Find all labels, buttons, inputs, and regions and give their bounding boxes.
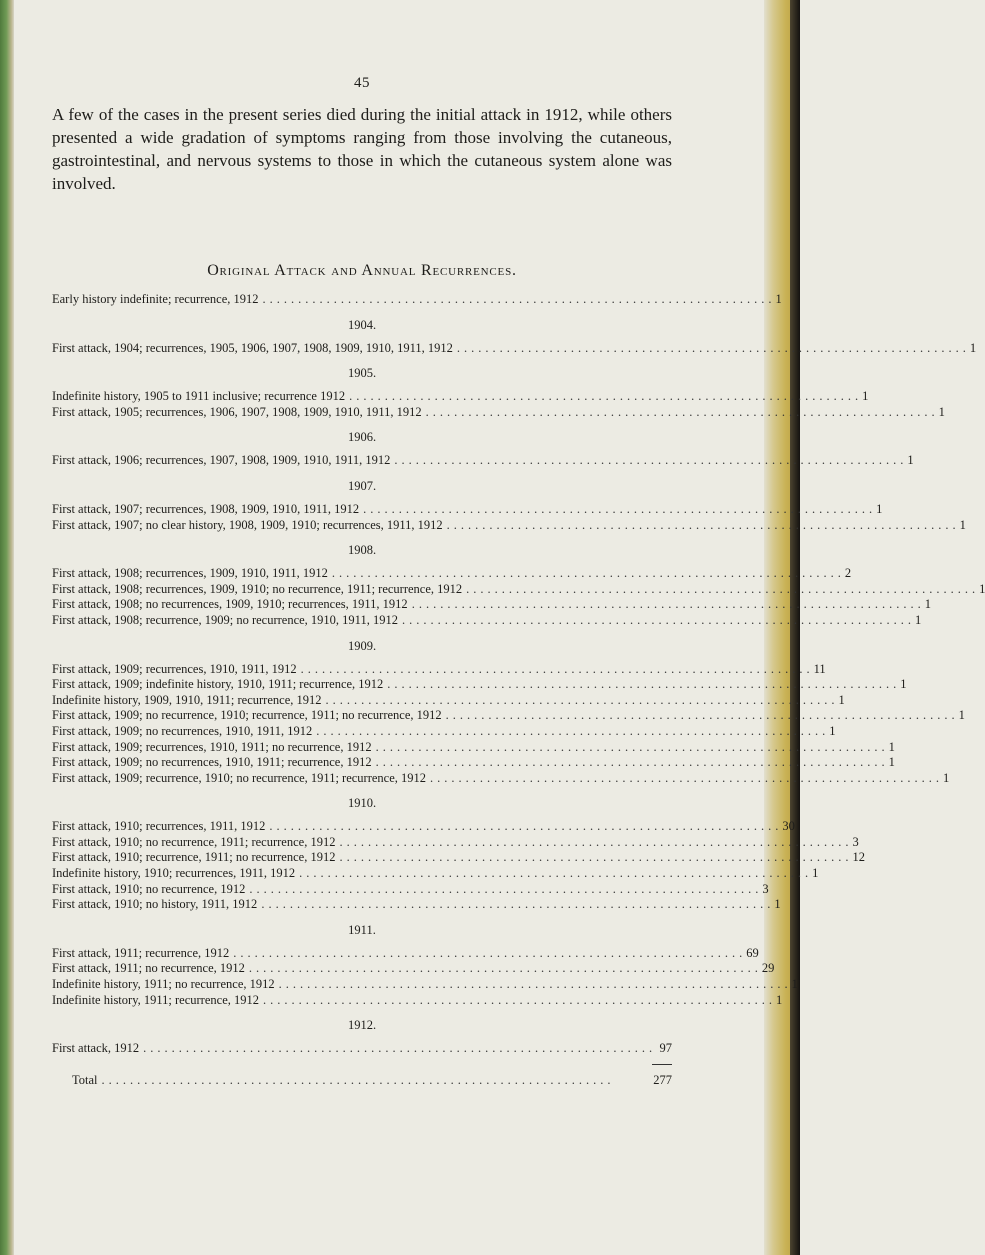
list-item bbox=[52, 866, 819, 882]
item-description: First attack, 1910; recurrences, 1911, 1912 bbox=[52, 819, 266, 834]
year-heading: 1908. bbox=[347, 543, 377, 558]
dot-leader: ........................................................................ bbox=[387, 677, 901, 692]
list-item bbox=[52, 739, 895, 756]
dot-leader: ........................................................................ bbox=[375, 755, 889, 770]
item-count: 1 bbox=[958, 708, 965, 723]
list-item bbox=[52, 881, 769, 898]
dot-leader: ........................................................................ bbox=[411, 597, 925, 612]
year-heading: 1909. bbox=[347, 638, 377, 653]
item-count: 97 bbox=[659, 1041, 672, 1056]
list-item bbox=[52, 992, 783, 1009]
item-description: Early history indefinite; recurrence, 1912 bbox=[52, 292, 259, 306]
item-description: First attack, 1908; no recurrences, 1909, 1910; recurrences, 1911, 1912 bbox=[52, 597, 408, 612]
item-description: First attack, 1910; no recurrence, 1911; recurrence, 1912 bbox=[52, 834, 336, 849]
list-item bbox=[52, 692, 845, 709]
total-row bbox=[52, 1073, 672, 1089]
item-count: 2 bbox=[844, 566, 852, 581]
item-description: First attack, 1908; recurrences, 1909, 1910, 1911, 1912 bbox=[52, 566, 328, 581]
year-heading: 1912. bbox=[347, 1018, 377, 1033]
item-description: Indefinite history, 1910; recurrences, 1911, 1912 bbox=[52, 866, 296, 881]
list-item bbox=[52, 723, 836, 740]
item-count: 1 bbox=[812, 866, 819, 881]
item-count: 3 bbox=[852, 834, 859, 849]
item-count: 1 bbox=[829, 723, 836, 738]
item-description: First attack, 1910; no history, 1911, 1912 bbox=[52, 897, 258, 912]
item-description: First attack, 1909; no recurrences, 1910, 1911; recurrence, 1912 bbox=[52, 755, 372, 770]
item-description: Indefinite history, 1909, 1910, 1911; recurrence, 1912 bbox=[52, 692, 322, 707]
dot-leader: ........................................................................ bbox=[445, 708, 959, 723]
recurrence-list bbox=[52, 292, 985, 1088]
dot-leader: ........................................................................ bbox=[269, 819, 783, 834]
list-item bbox=[52, 517, 966, 534]
item-description: First attack, 1904; recurrences, 1905, 1906, 1907, 1908, 1909, 1910, 1911, 1912 bbox=[52, 340, 453, 355]
dot-leader: ........................................................................ bbox=[316, 723, 830, 738]
item-description: Indefinite history, 1905 to 1911 inclusive; recurrence 1912 bbox=[52, 389, 346, 404]
list-item bbox=[52, 453, 914, 469]
list-item bbox=[52, 819, 795, 835]
year-heading: 1907. bbox=[347, 478, 377, 493]
item-count: 1 bbox=[938, 404, 945, 419]
list-item bbox=[52, 581, 985, 598]
item-description: First attack, 1909; recurrences, 1910, 1911, 1912 bbox=[52, 661, 297, 676]
dot-leader: ........................................................................ bbox=[249, 881, 763, 896]
list-item bbox=[52, 597, 931, 613]
table-title: Original Attack and Annual Recurrences. bbox=[207, 262, 517, 279]
list-item bbox=[52, 389, 869, 405]
dot-leader: ........................................................................ bbox=[466, 581, 980, 596]
item-count: 30 bbox=[782, 819, 795, 834]
dot-leader: ........................................................................ bbox=[339, 850, 853, 865]
item-description: First attack, 1907; recurrences, 1908, 1909, 1910, 1911, 1912 bbox=[52, 501, 360, 516]
list-item bbox=[52, 977, 798, 993]
dot-leader: ........................................................................ bbox=[375, 739, 889, 754]
list-item bbox=[52, 612, 922, 629]
list-item bbox=[52, 566, 852, 582]
list-item bbox=[52, 834, 859, 851]
item-count: 1 bbox=[907, 453, 914, 468]
dot-leader: ........................................................................ bbox=[233, 945, 747, 960]
item-count: 1 bbox=[862, 389, 869, 404]
dot-leader: ........................................................................ bbox=[339, 834, 853, 849]
total-label: Total bbox=[72, 1072, 98, 1087]
year-heading: 1906. bbox=[347, 430, 377, 445]
item-description: Indefinite history, 1911; no recurrence, 1912 bbox=[52, 977, 275, 992]
list-item bbox=[52, 755, 895, 771]
year-heading: 1905. bbox=[347, 366, 377, 381]
item-count: 1 bbox=[888, 755, 895, 770]
dot-leader: ........................................................................ bbox=[143, 1041, 657, 1056]
year-heading: 1911. bbox=[348, 922, 376, 937]
dot-leader: ........................................................................ bbox=[101, 1072, 615, 1087]
item-count: 1 bbox=[943, 770, 950, 785]
list-item bbox=[52, 404, 945, 421]
dot-leader: ........................................................................ bbox=[394, 453, 908, 468]
list-item bbox=[52, 677, 907, 693]
item-count: 1 bbox=[775, 292, 782, 306]
dot-leader: ........................................................................ bbox=[263, 992, 776, 1007]
item-count: 1 bbox=[876, 501, 883, 516]
dot-leader: ........................................................................ bbox=[349, 389, 863, 404]
list-item bbox=[52, 945, 759, 962]
item-description: First attack, 1908; recurrence, 1909; no recurrence, 1910, 1911, 1912 bbox=[52, 612, 398, 627]
list-item bbox=[52, 897, 781, 913]
total-rule-area bbox=[52, 1057, 672, 1073]
dot-leader: ........................................................................ bbox=[299, 866, 813, 881]
item-description: First attack, 1912 bbox=[52, 1041, 140, 1056]
item-description: First attack, 1905; recurrences, 1906, 1907, 1908, 1909, 1910, 1911, 1912 bbox=[52, 404, 422, 419]
dot-leader: ........................................................................ bbox=[261, 897, 775, 912]
list-item bbox=[52, 770, 950, 787]
item-count: 1 bbox=[838, 692, 845, 707]
list-item bbox=[52, 292, 782, 308]
dot-leader: ........................................................................ bbox=[325, 692, 839, 707]
list-item bbox=[52, 340, 977, 357]
item-count: 1 bbox=[959, 517, 966, 532]
item-count: 1 bbox=[969, 340, 977, 355]
list-item bbox=[52, 850, 865, 866]
item-count: 3 bbox=[762, 881, 769, 896]
dot-leader: ........................................................................ bbox=[300, 661, 814, 676]
item-description: First attack, 1909; indefinite history, 1910, 1911; recurrence, 1912 bbox=[52, 677, 384, 692]
dot-leader: ........................................................................ bbox=[425, 404, 939, 419]
item-count: 11 bbox=[813, 661, 826, 676]
item-count: 69 bbox=[746, 945, 759, 960]
item-count: 1 bbox=[979, 581, 985, 596]
list-item bbox=[52, 1041, 672, 1057]
item-count: 1 bbox=[776, 992, 783, 1007]
list-item bbox=[52, 661, 826, 678]
page-number: 45 bbox=[354, 75, 370, 91]
dot-leader: ........................................................................ bbox=[430, 770, 944, 785]
item-count: 29 bbox=[761, 961, 775, 976]
item-description: First attack, 1909; recurrence, 1910; no recurrence, 1911; recurrence, 1912 bbox=[52, 770, 427, 785]
year-heading: 1904. bbox=[347, 317, 377, 332]
item-description: First attack, 1907; no clear history, 1908, 1909, 1910; recurrences, 1911, 1912 bbox=[52, 517, 443, 532]
year-groups bbox=[52, 316, 985, 1089]
item-description: First attack, 1911; no recurrence, 1912 bbox=[52, 961, 245, 976]
list-item bbox=[52, 961, 775, 977]
dot-leader: ........................................................................ bbox=[278, 977, 792, 992]
dot-leader: ........................................................................ bbox=[401, 612, 915, 627]
intro-paragraph: A few of the cases in the present series died during the initial attack in 1912, while others presented a wide gradation of symptoms ranging from those involving the cutaneous, gastrointestinal, and nervous systems to those in which the cutaneous system alone was involved. bbox=[52, 105, 672, 193]
item-description: First attack, 1910; recurrence, 1911; no recurrence, 1912 bbox=[52, 850, 336, 865]
item-count: 12 bbox=[852, 850, 865, 865]
item-description: First attack, 1910; no recurrence, 1912 bbox=[52, 881, 246, 896]
list-item bbox=[52, 501, 883, 518]
item-count: 1 bbox=[888, 739, 895, 754]
item-count: 1 bbox=[924, 597, 931, 612]
dot-leader: ........................................................................ bbox=[331, 566, 845, 581]
dot-leader: ........................................................................ bbox=[446, 517, 960, 532]
item-count: 1 bbox=[791, 977, 798, 992]
list-item bbox=[52, 708, 965, 724]
dot-leader: ........................................................................ bbox=[456, 340, 970, 355]
item-count: 1 bbox=[900, 677, 907, 692]
book-binding bbox=[0, 0, 14, 1255]
item-description: First attack, 1906; recurrences, 1907, 1908, 1909, 1910, 1911, 1912 bbox=[52, 453, 391, 468]
year-heading: 1910. bbox=[347, 796, 377, 811]
item-description: First attack, 1909; no recurrence, 1910; recurrence, 1911; no recurrence, 1912 bbox=[52, 708, 442, 723]
dot-leader: ........................................................................ bbox=[363, 501, 877, 516]
item-count: 1 bbox=[914, 612, 922, 627]
item-count: 1 bbox=[774, 897, 781, 912]
item-description: First attack, 1909; recurrences, 1910, 1911; no recurrence, 1912 bbox=[52, 739, 372, 754]
item-description: First attack, 1908; recurrences, 1909, 1910; no recurrence, 1911; recurrence, 1912 bbox=[52, 581, 463, 596]
total-rule bbox=[652, 1064, 672, 1065]
item-description: First attack, 1909; no recurrences, 1910, 1911, 1912 bbox=[52, 723, 313, 738]
item-description: First attack, 1911; recurrence, 1912 bbox=[52, 945, 230, 960]
dot-leader: ........................................................................ bbox=[248, 961, 762, 976]
total-count: 277 bbox=[653, 1072, 672, 1087]
item-description: Indefinite history, 1911; recurrence, 1912 bbox=[52, 992, 259, 1007]
dot-leader: ........................................................................ bbox=[262, 292, 776, 306]
